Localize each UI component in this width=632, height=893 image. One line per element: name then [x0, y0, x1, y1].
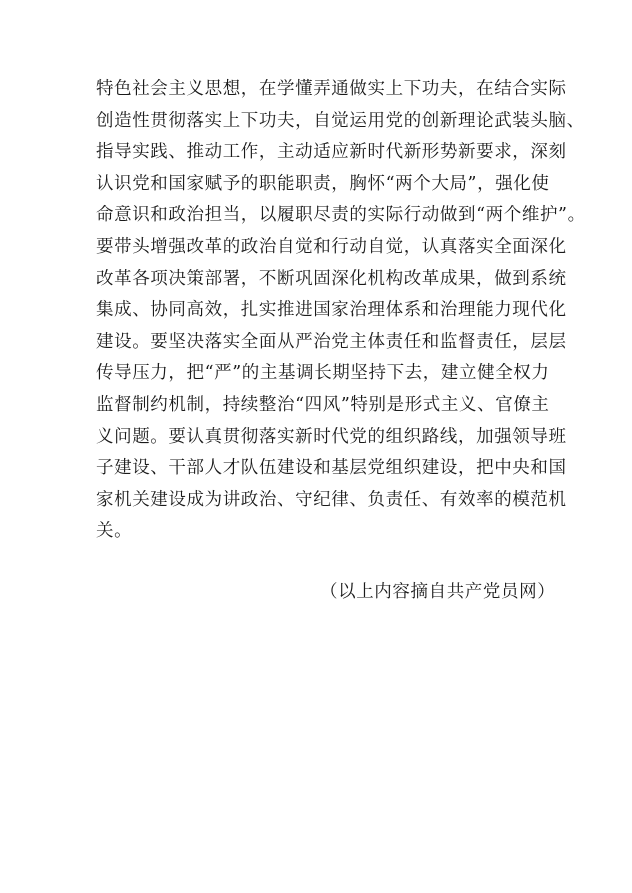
source-attribution: （以上内容摘自共产党员网）: [320, 582, 556, 602]
text-line: 建设。要坚决落实全面从严治党主体责任和监督责任，层层: [96, 331, 567, 352]
text-line: 家机关建设成为讲政治、守纪律、负责任、有效率的模范机: [96, 489, 567, 510]
text-line: 传导压力，把“严”的主基调长期坚持下去，建立健全权力: [96, 363, 550, 384]
text-line: 指导实践、推动工作，主动适应新时代新形势新要求，深刻: [96, 142, 567, 163]
text-line: 集成、协同高效，扎实推进国家治理体系和治理能力现代化: [96, 300, 567, 321]
text-line: 要带头增强改革的政治自觉和行动自觉，认真落实全面深化: [96, 236, 567, 257]
text-line: 义问题。要认真贯彻落实新时代党的组织路线，加强领导班: [96, 426, 567, 447]
text-line: 命意识和政治担当，以履职尽责的实际行动做到“两个维护”。: [96, 205, 586, 226]
text-line: 创造性贯彻落实上下功夫，自觉运用党的创新理论武装头脑、: [96, 110, 585, 131]
body-paragraph: [96, 74, 586, 548]
text-line: 监督制约机制，持续整治“四风”特别是形式主义、官僚主: [96, 394, 550, 415]
text-line: 特色社会主义思想，在学懂弄通做实上下功夫，在结合实际: [96, 79, 567, 99]
text-line: 认识党和国家赋予的职能职责，胸怀“两个大局”，强化使: [96, 173, 550, 194]
text-line: 子建设、干部人才队伍建设和基层党组织建设，把中央和国: [96, 458, 567, 479]
text-line: 关。: [96, 521, 133, 542]
text-line: 改革各项决策部署，不断巩固深化机构改革成果，做到系统: [96, 268, 567, 289]
